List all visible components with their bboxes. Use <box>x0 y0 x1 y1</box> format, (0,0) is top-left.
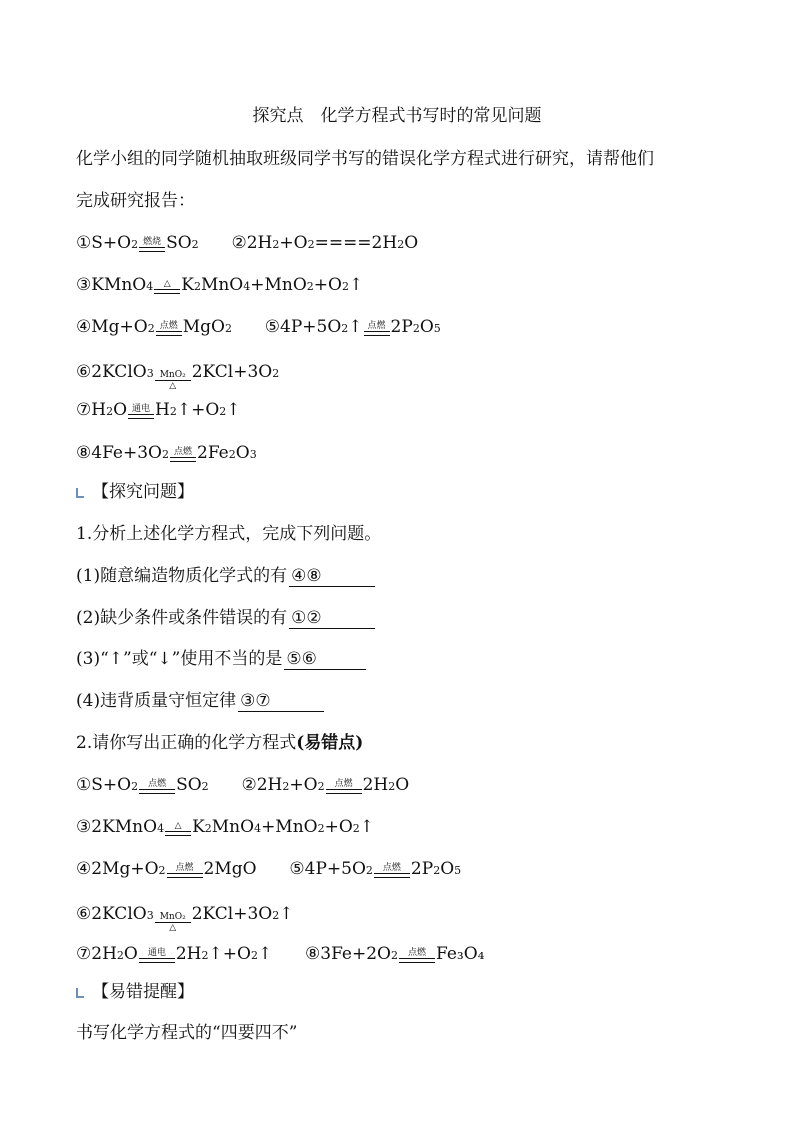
eq-part: +MnO <box>261 817 318 837</box>
eq-number: ⑦ <box>76 400 92 420</box>
eq-part: +O <box>313 275 342 295</box>
equals-bar <box>399 958 435 963</box>
eq-part: ====2H <box>314 233 398 253</box>
wrong-equation-1: ① S+O 2 燃烧 SO 2 <box>76 233 199 253</box>
reaction-condition <box>139 948 175 963</box>
eq-part: O <box>113 400 128 420</box>
wrong-equation-3: ③ KMnO 4 △ K 2 MnO 4 +MnO 2 +O 2 ↑ <box>76 275 364 295</box>
eq-number: ③ <box>76 275 92 295</box>
correct-equations-row-2 <box>76 815 374 840</box>
eq-reactants: 2Mg+O <box>91 859 159 879</box>
eq-reactants: S+O <box>91 233 132 253</box>
section-heading-label: 【探究问题】 <box>92 482 194 502</box>
question-text: (2)缺少条件或条件错误的有 <box>76 608 288 628</box>
eq-products: H <box>155 400 170 420</box>
eq-products: 2P <box>410 859 434 879</box>
equals-bar <box>374 873 410 878</box>
correct-equation-1: ① S+O 2 点燃 SO 2 <box>76 775 209 795</box>
eq-part: K <box>192 817 205 837</box>
wrong-equation-7: ⑦ H 2 O 通电 H 2 ↑+O 2 ↑ <box>76 400 241 420</box>
section-heading-inquiry <box>76 480 194 504</box>
catalyst-label: MnO₂ <box>159 912 186 922</box>
eq-part: O <box>123 944 138 964</box>
reaction-condition <box>154 279 180 294</box>
eq-part: +O <box>324 817 353 837</box>
corner-bracket-icon <box>76 988 84 998</box>
wrong-equations-row-2 <box>76 273 363 298</box>
equals-bar <box>170 457 196 462</box>
reaction-condition <box>399 948 435 963</box>
correct-equations-row-1 <box>76 773 409 798</box>
question-text: (3)“↑”或“↓”使用不当的是 <box>76 649 283 669</box>
correct-equations-row-3 <box>76 857 461 882</box>
eq-number: ③ <box>76 817 92 837</box>
eq-reactants: 4Fe+3O <box>91 443 162 463</box>
gas-arrow: ↑ <box>348 317 363 337</box>
condition-label: △ <box>163 279 171 289</box>
condition-label: 燃烧 <box>143 237 162 247</box>
eq-reactants: 2H <box>91 944 117 964</box>
equals-bar <box>156 331 182 336</box>
reaction-condition <box>167 863 203 878</box>
correct-equation-2: ② 2H 2 +O 2 点燃 2H 2 O <box>241 775 410 795</box>
heat-label: △ <box>169 381 177 391</box>
condition-label: △ <box>174 821 182 831</box>
eq-number: ⑦ <box>76 944 92 964</box>
gas-arrow: ↑ <box>359 817 375 837</box>
correct-equation-3: ③ 2KMnO 4 △ K 2 MnO 4 +MnO 2 +O 2 ↑ <box>76 817 375 837</box>
eq-part: MnO <box>200 275 244 295</box>
question-1-title: 1.分析上述化学方程式，完成下列问题。 <box>76 524 382 544</box>
wrong-equation-6: ⑥ 2KClO 3 MnO₂ △ 2KCl+3O 2 <box>76 362 280 391</box>
eq-reactants: 3Fe+2O <box>320 944 391 964</box>
heat-label: △ <box>169 923 177 933</box>
eq-reactants: 2KMnO <box>91 817 158 837</box>
equals-bar <box>326 789 362 794</box>
wrong-equations-row-5 <box>76 398 241 423</box>
reaction-condition <box>170 447 196 462</box>
reaction-condition <box>374 863 410 878</box>
section-heading-label: 【易错提醒】 <box>92 982 194 1002</box>
eq-number: ⑤ <box>289 859 305 879</box>
answer-blank[interactable]: ⑤⑥ <box>284 649 366 670</box>
reaction-condition <box>364 321 390 336</box>
answer-blank[interactable]: ④⑧ <box>289 566 375 587</box>
condition-label: 点燃 <box>407 948 426 958</box>
gas-arrow: ↑ <box>226 400 241 420</box>
equals-bar <box>364 331 390 336</box>
gas-arrow: ↑ <box>257 944 273 964</box>
eq-reactants: 4P+5O <box>304 859 366 879</box>
eq-number: ⑧ <box>305 944 321 964</box>
equals-bar <box>139 958 175 963</box>
condition-label: 点燃 <box>367 321 386 331</box>
condition-label: 通电 <box>147 948 166 958</box>
eq-number: ① <box>76 775 92 795</box>
gas-arrow: ↑ <box>279 904 294 924</box>
eq-part: MnO <box>211 817 255 837</box>
eq-part: O <box>235 443 250 463</box>
eq-products: 2KCl+3O <box>191 362 273 382</box>
eq-part: ↑+O <box>208 944 251 964</box>
eq-part: 2H <box>246 233 273 253</box>
question-1-item-2 <box>76 606 375 630</box>
question-text: 2.请你写出正确的化学方程式 <box>76 733 297 753</box>
question-text: (1)随意编造物质化学式的有 <box>76 566 288 586</box>
eq-part: K <box>181 275 194 295</box>
equals-bar <box>139 789 175 794</box>
eq-number: ⑥ <box>76 362 92 382</box>
question-1-item-1 <box>76 564 375 588</box>
section-heading-reminder <box>76 980 194 1004</box>
eq-number: ② <box>231 233 247 253</box>
correct-equation-4: ④ 2Mg+O 2 点燃 2MgO <box>76 859 257 879</box>
page-title: 探究点 化学方程式书写时的常见问题 <box>252 106 542 126</box>
eq-number: ⑧ <box>76 443 92 463</box>
eq-products: 2H <box>175 944 202 964</box>
eq-reactants: 2KClO <box>91 904 147 924</box>
eq-number: ④ <box>76 317 92 337</box>
wrong-equation-5: ⑤ 4P+5O 2 ↑ 点燃 2P 2 O 5 <box>264 317 441 337</box>
reaction-condition <box>326 779 362 794</box>
reaction-condition <box>156 321 182 336</box>
eq-products: 2H <box>362 775 389 795</box>
question-1-item-4 <box>76 689 324 713</box>
eq-number: ① <box>76 233 92 253</box>
eq-part: +MnO <box>250 275 307 295</box>
eq-products: 2Fe <box>197 443 229 463</box>
eq-products: MgO <box>182 317 225 337</box>
correct-equation-7: ⑦ 2H 2 O 通电 2H 2 ↑+O 2 ↑ <box>76 944 273 964</box>
eq-part: O <box>440 859 455 879</box>
correct-equations-row-4 <box>76 902 293 933</box>
eq-products: SO <box>176 775 202 795</box>
correct-equation-5: ⑤ 4P+5O 2 点燃 2P 2 O 5 <box>289 859 462 879</box>
eq-reactants: Mg+O <box>91 317 148 337</box>
gas-arrow: ↑ <box>348 275 364 295</box>
eq-products: Fe₃O₄ <box>436 944 485 964</box>
eq-number: ⑥ <box>76 904 92 924</box>
condition-label: 点燃 <box>173 447 192 457</box>
answer-blank[interactable]: ③⑦ <box>238 691 324 712</box>
reminder-text: 书写化学方程式的“四要四不” <box>76 1023 298 1043</box>
reaction-condition <box>139 237 165 252</box>
question-1-item-3 <box>76 647 366 671</box>
eq-products: 2KCl+3O <box>191 904 273 924</box>
correct-equation-8: ⑧ 3Fe+2O 2 点燃 Fe₃O₄ <box>305 944 485 964</box>
error-prone-tag: (易错点) <box>296 733 364 753</box>
condition-label: 点燃 <box>175 863 194 873</box>
answer-blank[interactable]: ①② <box>289 608 375 629</box>
eq-part: +O <box>279 233 308 253</box>
equals-bar <box>128 414 154 419</box>
eq-number: ④ <box>76 859 92 879</box>
reaction-condition <box>155 912 191 933</box>
wrong-equations-row-3 <box>76 315 441 340</box>
reaction-condition <box>139 779 175 794</box>
condition-label: 点燃 <box>159 321 178 331</box>
wrong-equations-row-1 <box>76 231 418 256</box>
equals-bar <box>167 873 203 878</box>
eq-reactants: 4P+5O <box>280 317 342 337</box>
condition-label: 点燃 <box>382 863 401 873</box>
reaction-condition <box>128 404 154 419</box>
catalyst-label: MnO₂ <box>159 370 186 380</box>
eq-part: O <box>404 233 419 253</box>
eq-part: O <box>419 317 434 337</box>
wrong-equations-row-4 <box>76 360 279 391</box>
reaction-condition <box>155 370 191 391</box>
eq-products: 2P <box>390 317 413 337</box>
eq-products: 2MgO <box>203 859 257 879</box>
eq-part: O <box>395 775 410 795</box>
correct-equations-row-5 <box>76 942 485 967</box>
reaction-condition <box>165 821 191 836</box>
eq-part: +O <box>289 775 318 795</box>
eq-number: ⑤ <box>264 317 281 337</box>
condition-label: 点燃 <box>148 779 167 789</box>
wrong-equations-row-6 <box>76 441 257 466</box>
condition-label: 通电 <box>132 404 151 414</box>
eq-part: ↑+O <box>176 400 220 420</box>
question-2-title <box>76 731 363 755</box>
eq-reactants: H <box>91 400 107 420</box>
eq-reactants: 2H <box>256 775 283 795</box>
equals-bar <box>154 289 180 294</box>
corner-bracket-icon <box>76 488 84 498</box>
eq-reactants: S+O <box>91 775 132 795</box>
intro-line-2: 完成研究报告： <box>76 191 195 211</box>
intro-line-1: 化学小组的同学随机抽取班级同学书写的错误化学方程式进行研究，请帮他们 <box>76 149 654 169</box>
wrong-equation-8: ⑧ 4Fe+3O 2 点燃 2Fe 2 O 3 <box>76 443 257 463</box>
eq-reactants: 2KClO <box>91 362 147 382</box>
eq-reactants: KMnO <box>91 275 147 295</box>
wrong-equation-4: ④ Mg+O 2 点燃 MgO 2 <box>76 317 232 337</box>
wrong-equation-2: ② 2H 2 +O 2 ====2H 2 O <box>231 233 419 253</box>
eq-number: ② <box>241 775 257 795</box>
condition-label: 点燃 <box>334 779 353 789</box>
question-text: (4)违背质量守恒定律 <box>76 691 237 711</box>
correct-equation-6: ⑥ 2KClO 3 MnO₂ △ 2KCl+3O 2 ↑ <box>76 904 294 933</box>
equals-bar <box>139 247 165 252</box>
equals-bar <box>165 831 191 836</box>
eq-products: SO <box>166 233 192 253</box>
